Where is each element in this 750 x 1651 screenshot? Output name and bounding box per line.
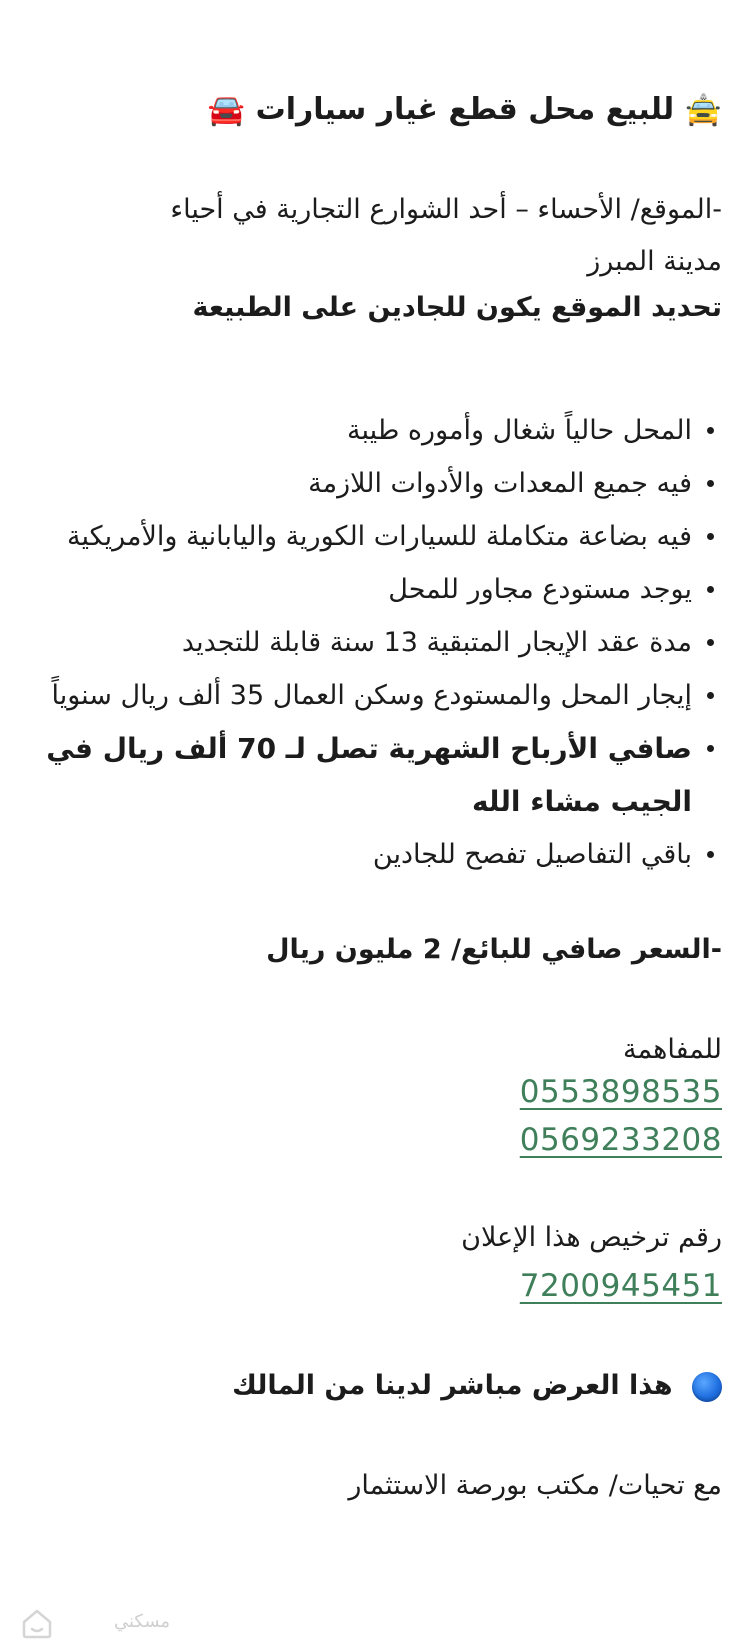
- feature-item: مدة عقد الإيجار المتبقية 13 سنة قابلة للتجديد: [0, 616, 750, 669]
- taxi-icon: 🚖: [684, 92, 722, 128]
- watermark: [20, 1607, 170, 1639]
- greeting: مع تحيات/ مكتب بورصة الاستثمار: [348, 1470, 722, 1501]
- feature-item: فيه بضاعة متكاملة للسيارات الكورية واليابانية والأمريكية: [0, 510, 750, 563]
- feature-item: إيجار المحل والمستودع وسكن العمال 35 ألف ريال سنوياً: [0, 669, 750, 722]
- post-title: [14, 84, 722, 136]
- feature-item: فيه جميع المعدات والأدوات اللازمة: [0, 457, 750, 510]
- feature-item: يوجد مستودع مجاور للمحل: [0, 563, 750, 616]
- watermark-brand-text: مسكني: [114, 1610, 171, 1632]
- phone-1-row: [14, 1066, 722, 1120]
- license-label: رقم ترخيص هذا الإعلان: [461, 1222, 722, 1253]
- phone-link-1[interactable]: 0553898535: [519, 1074, 722, 1110]
- license-number-link[interactable]: 7200945451: [519, 1268, 722, 1304]
- license-row: [14, 1260, 722, 1314]
- blue-circle-icon: [692, 1372, 722, 1402]
- contact-label: للمفاهمة: [623, 1034, 722, 1065]
- house-icon: [20, 1607, 54, 1639]
- feature-item: المحل حالياً شغال وأموره طيبة: [0, 404, 750, 457]
- watermark-brand: [114, 1610, 171, 1634]
- location-line-2: مدينة المبرز: [587, 246, 722, 277]
- phone-2-row: [14, 1114, 722, 1168]
- post-title-text: للبيع محل قطع غيار سيارات: [255, 92, 675, 127]
- feature-item: باقي التفاصيل تفصح للجادين: [0, 828, 750, 881]
- price: -السعر صافي للبائع/ 2 مليون ريال: [266, 934, 722, 965]
- direct-offer-text: هذا العرض مباشر لدينا من المالك: [232, 1370, 673, 1401]
- location-note: تحديد الموقع يكون للجادين على الطبيعة: [192, 292, 722, 323]
- direct-offer: [14, 1360, 722, 1412]
- feature-item-profit: صافي الأرباح الشهرية تصل لـ 70 ألف ريال في الجيب مشاء الله: [0, 722, 750, 828]
- features-list: [0, 404, 750, 881]
- car-icon: 🚘: [207, 92, 246, 128]
- location-line-1: -الموقع/ الأحساء – أحد الشوارع التجارية في أحياء: [170, 194, 722, 225]
- phone-link-2[interactable]: 0569233208: [519, 1122, 722, 1158]
